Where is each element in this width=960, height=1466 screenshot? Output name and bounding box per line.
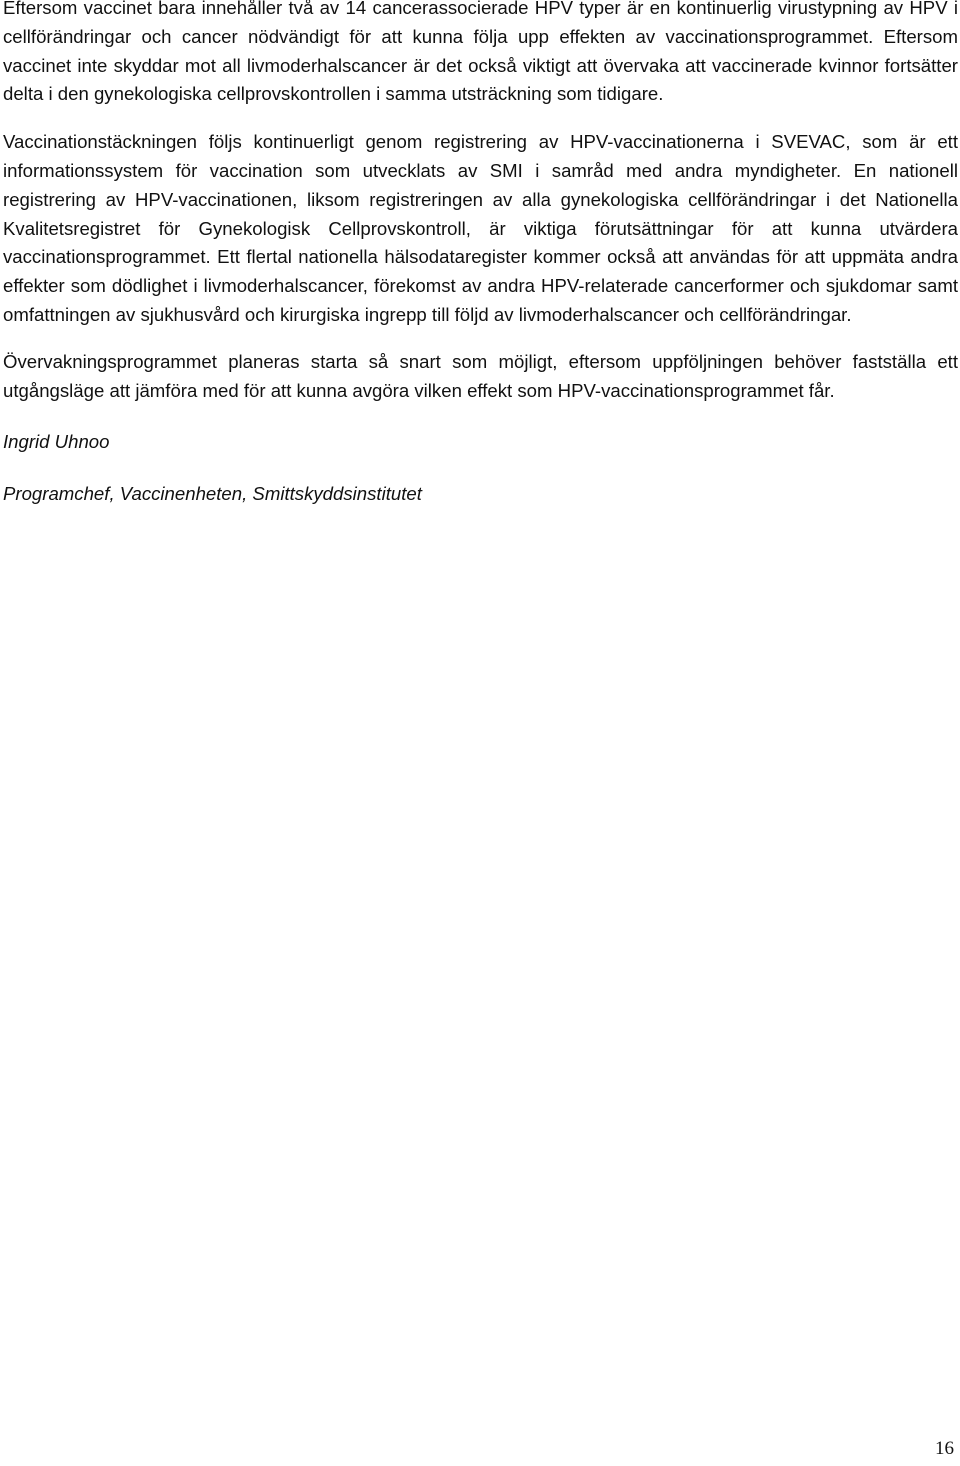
page-number: 16 xyxy=(935,1438,954,1459)
paragraph-monitoring-program: Övervakningsprogrammet planeras starta så snart som möjligt, eftersom uppföljningen behöver fastställa ett utgångsläge att jämföra med för att kunna avgöra vilken effekt som HPV-vaccinationsprogrammet får. xyxy=(3,350,958,401)
signature-title: Programchef, Vaccinenheten, Smittskyddsinstitutet xyxy=(3,483,422,505)
signature-name: Ingrid Uhnoo xyxy=(3,431,110,453)
paragraph-vaccination-coverage: Vaccinationstäckningen följs kontinuerligt genom registrering av HPV-vaccinationerna i SVEVAC, som är ett informationssystem för vaccination som utvecklats av SMI i samråd med andra myndigheter. En nationell registrering av HPV-vaccinationen, liksom registreringen av alla gynekologiska cellförändringar i det Nationella Kvalitetsregistret för Gynekologisk Cellprovskontroll, är viktiga förutsättningar för att kunna utvärdera vaccinationsprogrammet. Ett flertal nationella hälsodataregister kommer också att användas för att uppmäta andra effekter som dödlighet i livmoderhalscancer, förekomst av andra HPV-relaterade cancerformer och sjukdomar samt omfattningen av sjukhusvård och kirurgiska ingrepp till följd av livmoderhalscancer och cellförändringar. xyxy=(3,131,958,325)
paragraph-hpv-typing: Eftersom vaccinet bara innehåller två av 14 cancerassocierade HPV typer är en kontinuerlig virustypning av HPV i cellförändringar och cancer nödvändigt för att kunna följa upp effekten av vaccinationsprogrammet. Eftersom vaccinet inte skyddar mot all livmoderhalscancer är det också viktigt att övervaka att vaccinerade kvinnor fortsätter delta i den gynekologiska cellprovskontrollen i samma utsträckning som tidigare. xyxy=(3,0,958,105)
document-body xyxy=(3,0,958,509)
